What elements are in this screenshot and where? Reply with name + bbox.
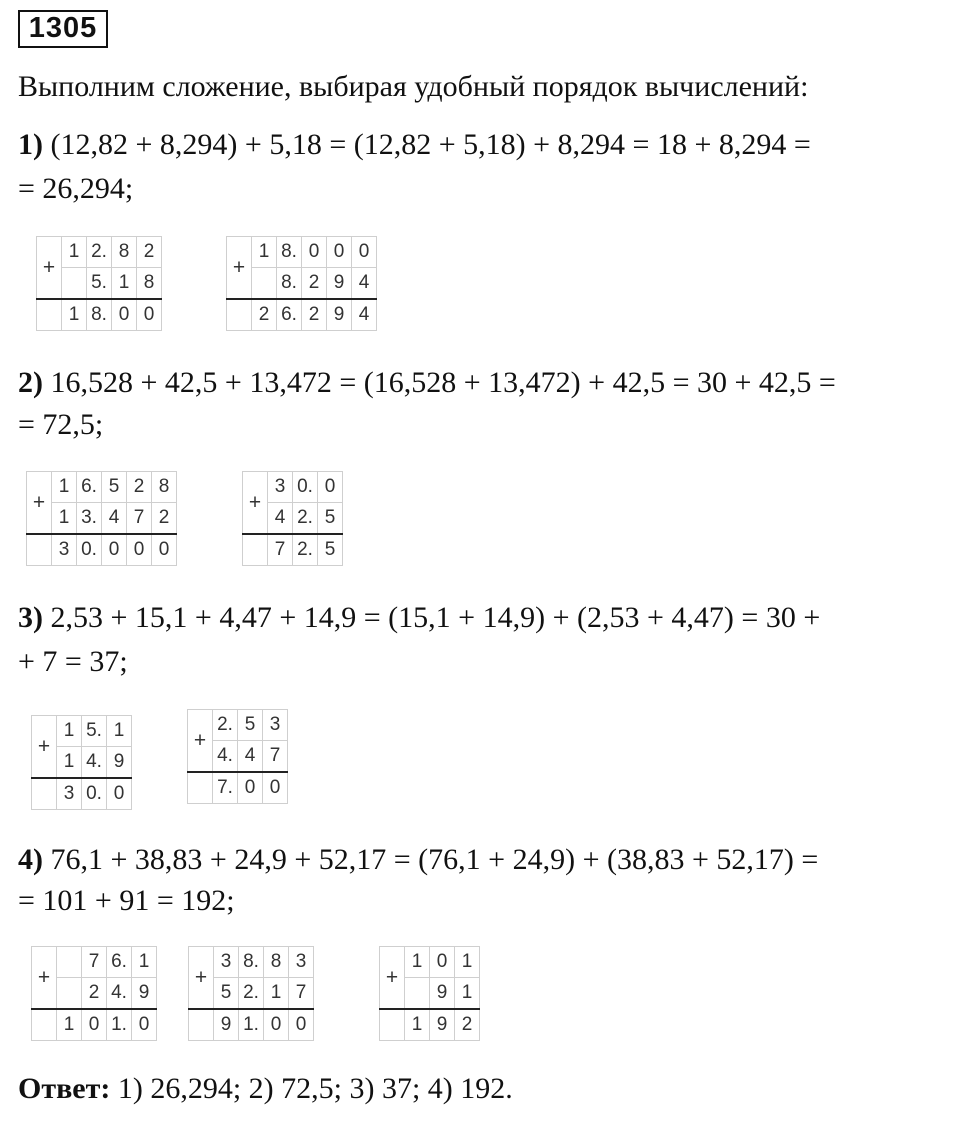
plus-sign: + xyxy=(188,710,213,773)
grid-cell: 8. xyxy=(277,268,302,300)
grid-cell: 4 xyxy=(268,503,293,535)
grid-cell: 2 xyxy=(302,299,327,331)
item-4-line-2: = 101 + 91 = 192; xyxy=(18,884,235,917)
grid-cell: 8 xyxy=(137,268,162,300)
grid-cell xyxy=(405,978,430,1010)
grid-cell: 1. xyxy=(239,1009,264,1041)
plus-sign: + xyxy=(27,472,52,535)
grid-cell: 2. xyxy=(239,978,264,1010)
grid-row xyxy=(189,1009,314,1041)
grid-cell xyxy=(189,1009,214,1041)
grid-cell: 2 xyxy=(302,268,327,300)
grid-row xyxy=(227,299,377,331)
plus-sign: + xyxy=(32,716,57,779)
grid-cell: 2 xyxy=(252,299,277,331)
grid-cell xyxy=(57,978,82,1010)
grid-row xyxy=(32,778,132,810)
plus-sign: + xyxy=(37,237,62,300)
grid-cell: 1 xyxy=(455,978,480,1010)
grid-row xyxy=(188,710,288,741)
grid-cell: 9 xyxy=(132,978,157,1010)
grid-cell: 1 xyxy=(57,1009,82,1041)
grid-cell: 1 xyxy=(57,716,82,747)
grid-cell: 8. xyxy=(277,237,302,268)
plus-sign: + xyxy=(380,947,405,1010)
grid-cell: 4. xyxy=(107,978,132,1010)
addition-grid xyxy=(36,236,162,331)
grid-row xyxy=(243,534,343,566)
grid-cell: 6. xyxy=(277,299,302,331)
plus-sign: + xyxy=(189,947,214,1010)
answer-line xyxy=(18,1072,513,1106)
grid-cell: 7. xyxy=(213,772,238,804)
grid-cell xyxy=(62,268,87,300)
grid-row xyxy=(37,237,162,268)
plus-sign: + xyxy=(227,237,252,300)
grid-cell: 0. xyxy=(82,778,107,810)
grid-cell: 5 xyxy=(318,503,343,535)
grid-cell: 7 xyxy=(127,503,152,535)
grid-cell: 8 xyxy=(152,472,177,503)
grid-cell: 0 xyxy=(238,772,263,804)
grid-cell: 1 xyxy=(252,237,277,268)
grid-cell xyxy=(37,299,62,331)
grid-cell: 1 xyxy=(52,503,77,535)
grid-cell: 0 xyxy=(82,1009,107,1041)
grid-cell: 6. xyxy=(107,947,132,978)
grid-cell: 9 xyxy=(430,1009,455,1041)
grid-cell: 0 xyxy=(327,237,352,268)
grid-row xyxy=(32,1009,157,1041)
addition-grid xyxy=(379,946,480,1041)
grid-cell: 0 xyxy=(102,534,127,566)
grid-cell: 5 xyxy=(318,534,343,566)
item-4-line-1 xyxy=(18,843,818,877)
grid-cell: 4 xyxy=(352,299,377,331)
item-2-expression: 16,528 + 42,5 + 13,472 = (16,528 + 13,472) + 42,5 = 30 + 42,5 = xyxy=(50,366,836,399)
grid-cell: 3. xyxy=(77,503,102,535)
grid-cell: 6. xyxy=(77,472,102,503)
grid-cell xyxy=(243,534,268,566)
grid-cell: 9 xyxy=(430,978,455,1010)
grid-cell: 0 xyxy=(127,534,152,566)
grid-cell: 2 xyxy=(127,472,152,503)
item-1-line-1 xyxy=(18,128,811,162)
grid-cell: 2 xyxy=(137,237,162,268)
grid-cell: 2. xyxy=(293,534,318,566)
item-3-line-1 xyxy=(18,601,820,635)
grid-cell: 0 xyxy=(352,237,377,268)
grid-cell: 4. xyxy=(82,747,107,779)
addition-grid xyxy=(226,236,377,331)
grid-cell: 3 xyxy=(289,947,314,978)
grid-cell xyxy=(252,268,277,300)
grid-cell xyxy=(27,534,52,566)
grid-cell xyxy=(32,1009,57,1041)
grid-cell: 4 xyxy=(238,741,263,773)
item-2-line-1 xyxy=(18,366,836,400)
item-4-expression: 76,1 + 38,83 + 24,9 + 52,17 = (76,1 + 24,9) + (38,83 + 52,17) = xyxy=(50,843,819,876)
grid-cell: 3 xyxy=(57,778,82,810)
grid-cell: 9 xyxy=(214,1009,239,1041)
item-1-label: 1) xyxy=(18,128,43,161)
grid-cell: 7 xyxy=(289,978,314,1010)
grid-cell: 5 xyxy=(238,710,263,741)
grid-cell xyxy=(380,1009,405,1041)
addition-grid xyxy=(187,709,288,804)
grid-cell: 0 xyxy=(430,947,455,978)
grid-cell: 1 xyxy=(52,472,77,503)
grid-cell: 1 xyxy=(112,268,137,300)
grid-cell: 0 xyxy=(302,237,327,268)
grid-cell: 4 xyxy=(102,503,127,535)
grid-cell: 8. xyxy=(87,299,112,331)
grid-cell: 0. xyxy=(77,534,102,566)
grid-cell: 1 xyxy=(132,947,157,978)
grid-cell: 1 xyxy=(405,1009,430,1041)
grid-cell: 5 xyxy=(102,472,127,503)
grid-cell: 5. xyxy=(87,268,112,300)
grid-cell: 7 xyxy=(263,741,288,773)
grid-cell: 1 xyxy=(405,947,430,978)
item-3-expression: 2,53 + 15,1 + 4,47 + 14,9 = (15,1 + 14,9) + (2,53 + 4,47) = 30 + xyxy=(50,601,821,634)
item-3-label: 3) xyxy=(18,601,43,634)
grid-cell: 9 xyxy=(327,299,352,331)
item-1-line-2: = 26,294; xyxy=(18,172,134,205)
grid-cell: 1 xyxy=(62,299,87,331)
grid-cell: 5 xyxy=(214,978,239,1010)
item-2-label: 2) xyxy=(18,366,43,399)
grid-cell: 2. xyxy=(293,503,318,535)
grid-cell xyxy=(57,947,82,978)
grid-row xyxy=(27,472,177,503)
intro-text: Выполним сложение, выбирая удобный порядок вычислений: xyxy=(18,70,809,103)
grid-cell: 0 xyxy=(263,772,288,804)
grid-cell: 0 xyxy=(112,299,137,331)
grid-row xyxy=(32,947,157,978)
grid-cell: 1 xyxy=(57,747,82,779)
grid-cell: 8 xyxy=(112,237,137,268)
grid-row xyxy=(188,772,288,804)
grid-cell: 7 xyxy=(82,947,107,978)
grid-cell: 9 xyxy=(107,747,132,779)
plus-sign: + xyxy=(32,947,57,1010)
grid-cell: 1. xyxy=(107,1009,132,1041)
grid-cell: 3 xyxy=(263,710,288,741)
addition-grid xyxy=(188,946,314,1041)
grid-cell: 8. xyxy=(239,947,264,978)
addition-grid xyxy=(31,946,157,1041)
grid-cell: 4 xyxy=(352,268,377,300)
answer-text: 1) 26,294; 2) 72,5; 3) 37; 4) 192. xyxy=(117,1072,513,1105)
grid-cell: 4. xyxy=(213,741,238,773)
grid-cell: 1 xyxy=(264,978,289,1010)
plus-sign: + xyxy=(243,472,268,535)
grid-cell: 5. xyxy=(82,716,107,747)
grid-cell xyxy=(188,772,213,804)
grid-cell: 0 xyxy=(137,299,162,331)
grid-row xyxy=(27,534,177,566)
grid-cell: 2 xyxy=(152,503,177,535)
grid-row xyxy=(380,1009,480,1041)
grid-cell: 1 xyxy=(107,716,132,747)
grid-cell: 0 xyxy=(107,778,132,810)
grid-cell: 0 xyxy=(132,1009,157,1041)
grid-cell: 8 xyxy=(264,947,289,978)
task-number: 1305 xyxy=(18,10,108,48)
answer-label: Ответ: xyxy=(18,1072,111,1105)
grid-cell: 0 xyxy=(318,472,343,503)
grid-cell: 1 xyxy=(62,237,87,268)
grid-row xyxy=(32,716,132,747)
grid-cell: 0 xyxy=(289,1009,314,1041)
grid-cell: 2 xyxy=(455,1009,480,1041)
addition-grid xyxy=(31,715,132,810)
grid-cell: 0 xyxy=(152,534,177,566)
grid-row xyxy=(380,947,480,978)
grid-cell: 2. xyxy=(213,710,238,741)
item-3-line-2: + 7 = 37; xyxy=(18,645,128,678)
grid-cell: 0. xyxy=(293,472,318,503)
grid-cell: 2. xyxy=(87,237,112,268)
grid-cell xyxy=(32,778,57,810)
item-4-label: 4) xyxy=(18,843,43,876)
grid-cell: 0 xyxy=(264,1009,289,1041)
addition-grid xyxy=(26,471,177,566)
grid-cell: 3 xyxy=(268,472,293,503)
grid-cell: 1 xyxy=(455,947,480,978)
grid-row xyxy=(189,947,314,978)
item-1-expression: (12,82 + 8,294) + 5,18 = (12,82 + 5,18) + 8,294 = 18 + 8,294 = xyxy=(50,128,811,161)
grid-row xyxy=(227,237,377,268)
addition-grid xyxy=(242,471,343,566)
grid-cell: 7 xyxy=(268,534,293,566)
grid-cell xyxy=(227,299,252,331)
grid-cell: 3 xyxy=(214,947,239,978)
grid-row xyxy=(243,472,343,503)
item-2-line-2: = 72,5; xyxy=(18,408,104,441)
grid-cell: 3 xyxy=(52,534,77,566)
grid-cell: 2 xyxy=(82,978,107,1010)
grid-cell: 9 xyxy=(327,268,352,300)
grid-row xyxy=(37,299,162,331)
